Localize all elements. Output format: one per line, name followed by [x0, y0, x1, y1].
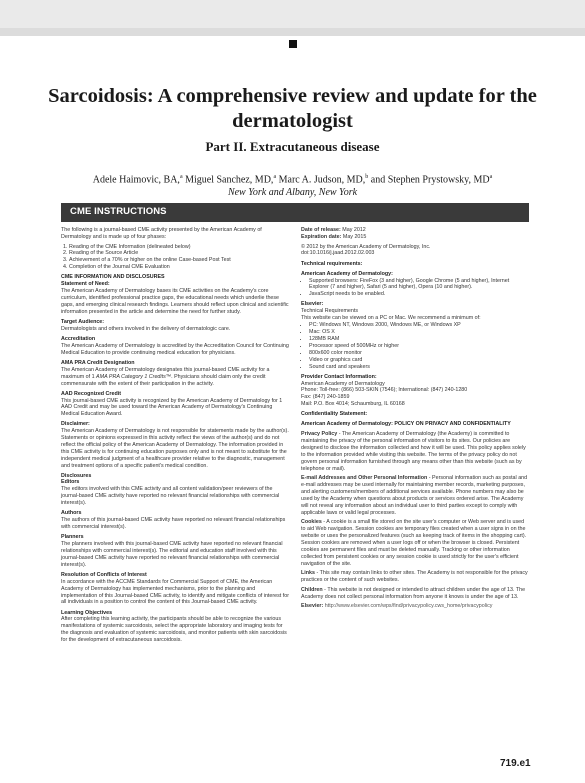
children-text [301, 587, 529, 601]
author-list [30, 171, 555, 186]
author-affil-mark: a [273, 174, 277, 180]
links-text [301, 570, 529, 584]
left-column [61, 227, 289, 647]
author-name: Marc A. Judson, MD, [278, 174, 366, 186]
section-heading-ama: AMA PRA Credit Designation [61, 359, 135, 366]
section-heading-provider: Provider Contact Information: [301, 373, 377, 380]
top-header-bar [0, 0, 585, 36]
release-value: May 2012 [340, 227, 366, 233]
section-heading-authors: Authors [61, 510, 82, 517]
tech-req-label: Technical Requirements [301, 308, 359, 315]
email-body: - Personal information such as postal and e-mail addresses may be used internally for maintaining member records, marketing purposes, and alerting customers/members of additional services available. Phone numbers may also be used by the Academy when questions about products or services ordered arise. The Academy will not reveal any information about an individual user to third parties except to comply with applicable laws or valid legal processes. [301, 475, 528, 516]
article-title: Sarcoidosis: A comprehensive review and update for the dermatologist [48, 85, 537, 132]
children-body: - This website is not designed or intended to attract children under the age of 13. The Academy does not collect personal information from anyone it knows is under the age of 13. [301, 586, 526, 600]
page-marker [289, 40, 297, 48]
provider-line: Mail: P.O. Box 4014; Schaumburg, IL 60168 [301, 401, 405, 408]
section-heading-accreditation: Accreditation [61, 335, 96, 342]
author-affil-mark: a [489, 174, 493, 180]
expiry-label: Expiration date: [301, 233, 342, 240]
planners-text: The planners involved with this journal-based CME activity have reported no relevant financial relationships with commercial interest(s). The editorial and education staff involved with this journal-based CME activity have reported no relevant financial relationships with commercial interest(s). [61, 541, 283, 568]
author-affil-mark: a [179, 174, 183, 180]
ama-text-a: The American Academy of Dermatology designates this journal-based CME activity for a maximum of 1 [61, 366, 270, 380]
aad-text: This journal-based CME activity is recognized by the American Academy of Dermatology for 1 AAD Credit and may be used toward the American Academy of Dermatology's Continuing Medical Education Award. [61, 397, 283, 418]
intro-text: The following is a journal-based CME activity presented by the American Academy of Dermatology and is made up of four phases: [61, 227, 262, 240]
resolution-text: In accordance with the ACCME Standards for Commercial Support of CME, the American Academy of Dermatology has implemented mechanisms, prior to the planning and implementation of this Journal-based CME activity, to identify and mitigate conflicts of interest for all individuals in a position to control the content of this Journal-based CME activity. [61, 578, 290, 606]
right-column [301, 227, 529, 613]
target-text: Dermatologists and others involved in the delivery of dermatologic care. [61, 325, 231, 332]
header-shade [0, 28, 585, 36]
section-heading-policy: American Academy of Dermatology: POLICY ON PRIVACY AND CONFIDENTIALITY [301, 421, 511, 428]
section-heading-resolution: Resolution of Conflicts of Interest [61, 571, 147, 578]
provider-line: Phone: Toll-free: (866) 503-SKIN (7546); International: (847) 240-1280 [301, 387, 468, 394]
copyright-text: © 2012 by the American Academy of Dermatology, Inc. [301, 243, 431, 250]
section-heading-disclaimer: Disclaimer: [61, 421, 90, 428]
requirement-item: • Mac: OS X [309, 329, 529, 336]
author-name: Adele Haimovic, BA, [92, 174, 180, 186]
section-heading-disclosures: Disclosures [61, 472, 92, 479]
affiliation: New York and Albany, New York [227, 187, 358, 199]
elsevier-label: Elsevier: [301, 603, 324, 610]
requirement-item: • Processor speed of 500MHz or higher [309, 343, 529, 350]
privacy-text [301, 431, 529, 472]
requirement-item: • Supported browsers: FireFox (3 and higher), Google Chrome (5 and higher), Internet Explorer (7 and higher), Safari (5 and higher), Opera (10 and higher). [309, 278, 529, 292]
email-text [301, 475, 529, 516]
section-heading-planners: Planners [61, 534, 84, 541]
phase-item: 2. Reading of the Source Article [69, 250, 289, 257]
authors-text: The authors of this journal-based CME activity have reported no relevant financial relationships with commercial interest(s). [61, 517, 286, 531]
page-number: 719.e1 [500, 758, 531, 769]
cookies-body: - A cookie is a small file stored on the site user's computer or Web server and is used to aid Web navigation. Session cookies are temporary files created when a user signs in on the website or uses the personalized features (such as keeping track of items in the shopping cart). Session cookies are removed when a user logs off or when the browser is closed. Persistent cookies are permanent files and must be deleted manually. Tracking or other information collected from persistent cookies or any session cookie is used strictly for the user's efficient navigation of the site. [301, 519, 527, 567]
privacy-label: Privacy Policy [301, 431, 338, 438]
cookies-text [301, 519, 529, 567]
cme-banner [61, 203, 529, 222]
article-part: Part II. Extracutaneous disease [205, 139, 380, 154]
elsevier-privacy [301, 603, 529, 610]
author-name: and Stephen Prystowsky, MD [370, 174, 490, 186]
section-heading-editors: Editors [61, 479, 80, 486]
release-line [301, 227, 529, 234]
aad-requirements-list [301, 278, 529, 299]
cookies-label: Cookies [301, 519, 322, 526]
requirement-item: • Sound card and speakers [309, 364, 529, 371]
learning-text: After completing this learning activity, the participants should be able to recognize the various manifestations of systemic sarcoidosis, select the appropriate laboratory and imaging tests for the diagnosis and evaluation of systemic sarcoidosis, and monitor patients with skin sarcoidosis for the development of extracutaneous sarcoidosis. [61, 616, 287, 644]
release-label: Date of release: [301, 227, 341, 233]
phase-item: 4. Completion of the Journal CME Evaluation [69, 264, 289, 271]
doi-text: doi:10.1016/j.jaad.2012.02.003 [301, 250, 375, 257]
requirement-item: • Video or graphics card [309, 357, 529, 364]
need-text: The American Academy of Dermatology bases its CME activities on the Academy's core curriculum, identified professional practice gaps, the educational needs which underlie these gaps, and emerging clinical research findings. Learners should reflect upon clinical and scientific information presented in the article and determine the need for further study. [61, 288, 289, 315]
ama-text [61, 367, 289, 388]
accreditation-text: The American Academy of Dermatology is accredited by the Accreditation Council for Continuing Medical Education to provide continuing medical education for physicians. [61, 342, 289, 356]
phase-list [61, 244, 289, 272]
requirement-item: • 800x600 color monitor [309, 350, 529, 357]
section-heading-aad: AAD Recognized Credit [61, 390, 121, 397]
section-heading-learning: Learning Objectives [61, 609, 113, 616]
expiry-value: May 2015 [341, 233, 367, 240]
tech-req-text: This website can be viewed on a PC or Mac. We recommend a minimum of: [301, 315, 481, 322]
phase-item: 3. Achievement of a 70% or higher on the online Case-based Post Test [69, 257, 289, 264]
tech-requirements-list [301, 322, 529, 370]
links-body: - This site may contain links to other sites. The Academy is not responsible for the privacy practices or the content of such websites. [301, 570, 528, 584]
elsevier-privacy-link[interactable]: http://www.elsevier.com/wps/find/privacypolicy.cws_home/privacypolicy [323, 603, 493, 610]
provider-line: American Academy of Dermatology [301, 380, 385, 387]
section-heading-target: Target Audience: [61, 318, 105, 325]
disclaimer-text: The American Academy of Dermatology is not responsible for statements made by the author(s). Statements or opinions expressed in this activity reflect the views of the author(s) and do not reflect the official policy of the American Academy of Dermatology. The information provided in this CME activity is for continuing education purposes only and is not meant to substitute for the independent medical judgment of a healthcare provider relative to the diagnostic, management and treatment options of a specific patient's medical condition. [61, 428, 289, 469]
links-label: Links [301, 570, 315, 577]
privacy-body: - The American Academy of Dermatology (the Academy) is committed to maintaining the privacy of the personal information of visitors to its sites. Our policies are designed to disclose the information collected and how it will be used. This policy applies solely to the information provided while visiting this website. The terms of the privacy policy do not govern personal information furnished through any means other than this website (such as by telephone or mail). [301, 431, 526, 472]
cme-banner-label: CME INSTRUCTIONS [70, 206, 167, 217]
section-heading-need: Statement of Need: [61, 281, 110, 288]
author-name: Miguel Sanchez, MD, [185, 174, 274, 186]
section-heading-confidentiality: Confidentiality Statement: [301, 411, 368, 418]
author-block [30, 171, 555, 199]
section-heading-tech: Technical requirements: [301, 260, 363, 267]
email-label: E-mail Addresses and Other Personal Information [301, 475, 428, 482]
ama-credit-name: AMA PRA Category 1 Credits™ [96, 373, 172, 380]
provider-line: Fax: (847) 240-1859 [301, 394, 350, 401]
expiry-line [301, 234, 529, 241]
requirement-item: • PC: Windows NT, Windows 2000, Windows ME, or Windows XP [309, 322, 529, 329]
children-label: Children [301, 586, 323, 593]
phase-item: 1. Reading of the CME Information (delineated below) [69, 244, 289, 251]
requirement-item: • 128MB RAM [309, 336, 529, 343]
section-heading-cme: CME INFORMATION AND DISCLOSURES [61, 274, 165, 281]
section-heading-aad-req: American Academy of Dermatology: [301, 270, 393, 277]
author-affil-mark: b [365, 174, 369, 180]
requirement-item: • JavaScript needs to be enabled. [309, 291, 529, 298]
section-heading-elsevier: Elsevier: [301, 301, 324, 308]
ama-text-b: . Physicians should claim only the credit commensurate with the extent of their participation in the activity. [61, 373, 266, 387]
editors-text: The editors involved with this CME activity and all content validation/peer reviewers of the journal-based CME activity have reported no relevant financial relationships with commercial interest(s). [61, 486, 280, 507]
